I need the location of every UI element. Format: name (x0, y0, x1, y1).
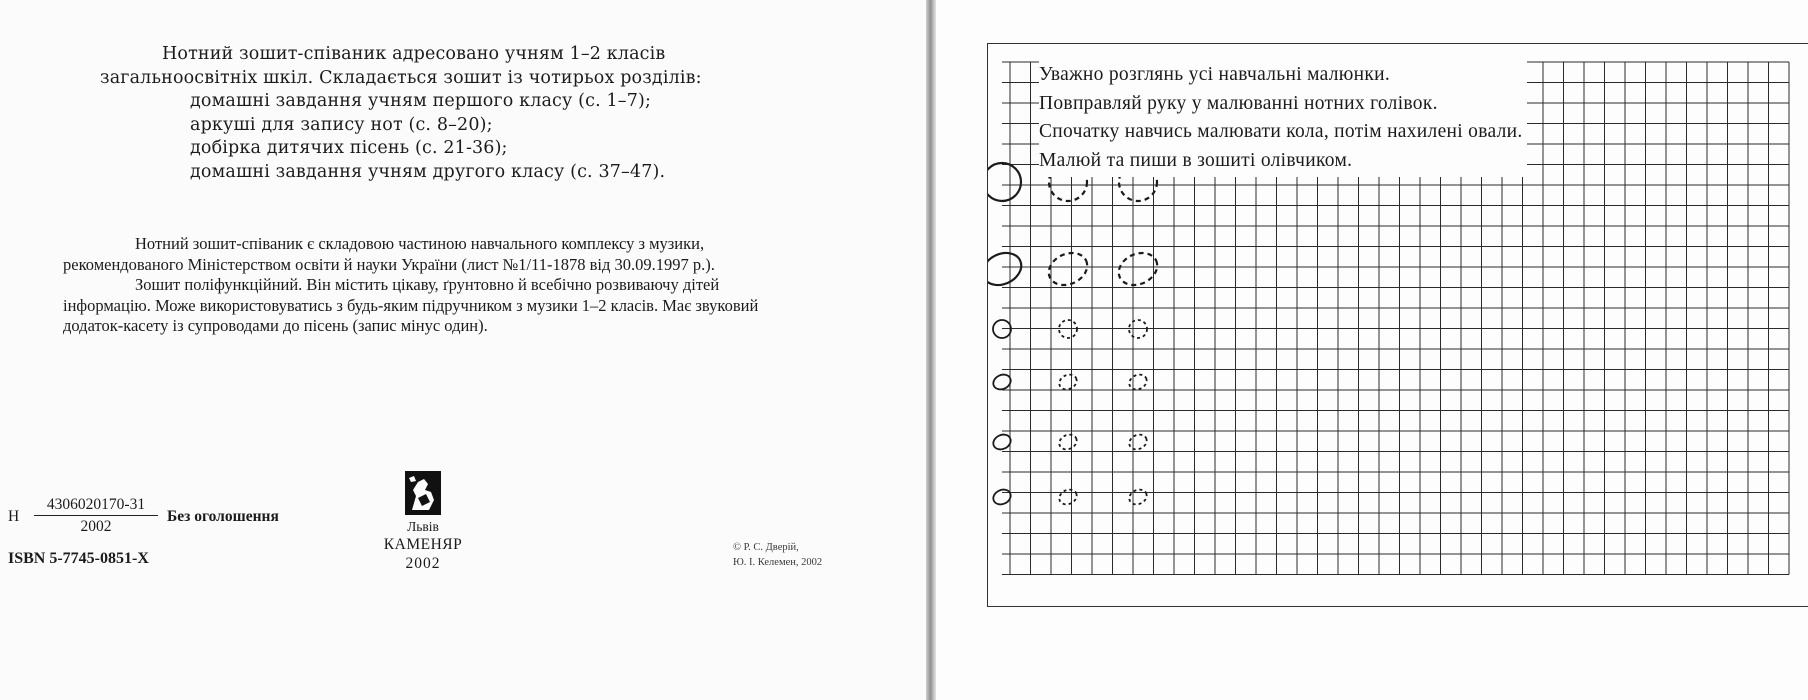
practice-notehead (988, 247, 1026, 291)
instruction-line: Повправляй руку у малюванні нотних голівок. (1039, 92, 1438, 114)
instruction-line: Малюй та пиши в зошиті олівчиком. (1039, 149, 1353, 171)
code-fraction (34, 496, 158, 536)
right-page (936, 0, 1808, 700)
instruction-line: Уважно розглянь усі навчальні малюнки. (1039, 64, 1391, 85)
copyright (733, 540, 822, 570)
practice-notehead (1057, 432, 1079, 452)
copyright-line: © Р. С. Дверій, (733, 542, 799, 553)
code-note: Без оголошення (167, 508, 279, 525)
instruction-line: Спочатку навчись малювати кола, потім нахилені овали. (1039, 121, 1523, 142)
description-paragraph: Нотний зошит-співаник є складовою частиною навчального комплексу з музики, рекомендованого Міністерством освіти й науки України (лист №1/11-1878 від 30.09.1997 р.). (63, 234, 715, 274)
description-paragraph: Зошит поліфункційний. Він містить цікаву, ґрунтовно й всебічно розвиваючу дітей інформацію. Може використовуватись з будь-яким підручником з музики 1–2 класів. Має звуковий додаток-касету із супроводами до пісень (запис мінус один). (63, 275, 759, 335)
instructions (1039, 61, 1527, 177)
code-denominator: 2002 (80, 518, 112, 535)
section-list-item: добірка дитячих пісень (с. 21-36); (190, 138, 508, 158)
intro-line: Нотний зошит-співаник адресовано учням 1–2 класів (162, 44, 666, 64)
practice-notehead (1127, 432, 1149, 452)
code-letter: Н (8, 508, 20, 525)
section-list-item: домашні завдання учням першого класу (с. 1–7); (190, 91, 652, 111)
section-list-item: домашні завдання учням другого класу (с. 37–47). (190, 161, 666, 182)
publisher-year: 2002 (405, 555, 441, 572)
practice-notehead (988, 163, 1021, 201)
code-numerator: 4306020170-31 (34, 496, 158, 516)
book-spine (926, 0, 936, 700)
practice-notehead (1057, 372, 1079, 392)
section-list-item: аркуші для запису нот (с. 8–20); (190, 114, 493, 135)
intro-text (100, 43, 800, 184)
exercise-sheet (987, 43, 1808, 607)
description (63, 234, 785, 337)
practice-notehead (1127, 487, 1149, 507)
intro-line: загальноосвітніх шкіл. Складається зошит із чотирьох розділів: (100, 67, 702, 88)
kamenyar-logo-icon (404, 470, 442, 516)
isbn: ISBN 5-7745-0851-X (8, 550, 149, 567)
copyright-line: Ю. І. Келемен, 2002 (733, 557, 823, 568)
practice-notehead (1127, 372, 1149, 392)
publisher-name: КАМЕНЯР (383, 536, 463, 553)
practice-notehead (1114, 247, 1163, 291)
practice-notehead (1057, 487, 1079, 507)
publisher-block (372, 470, 474, 573)
publisher-city: Львів (407, 519, 439, 534)
